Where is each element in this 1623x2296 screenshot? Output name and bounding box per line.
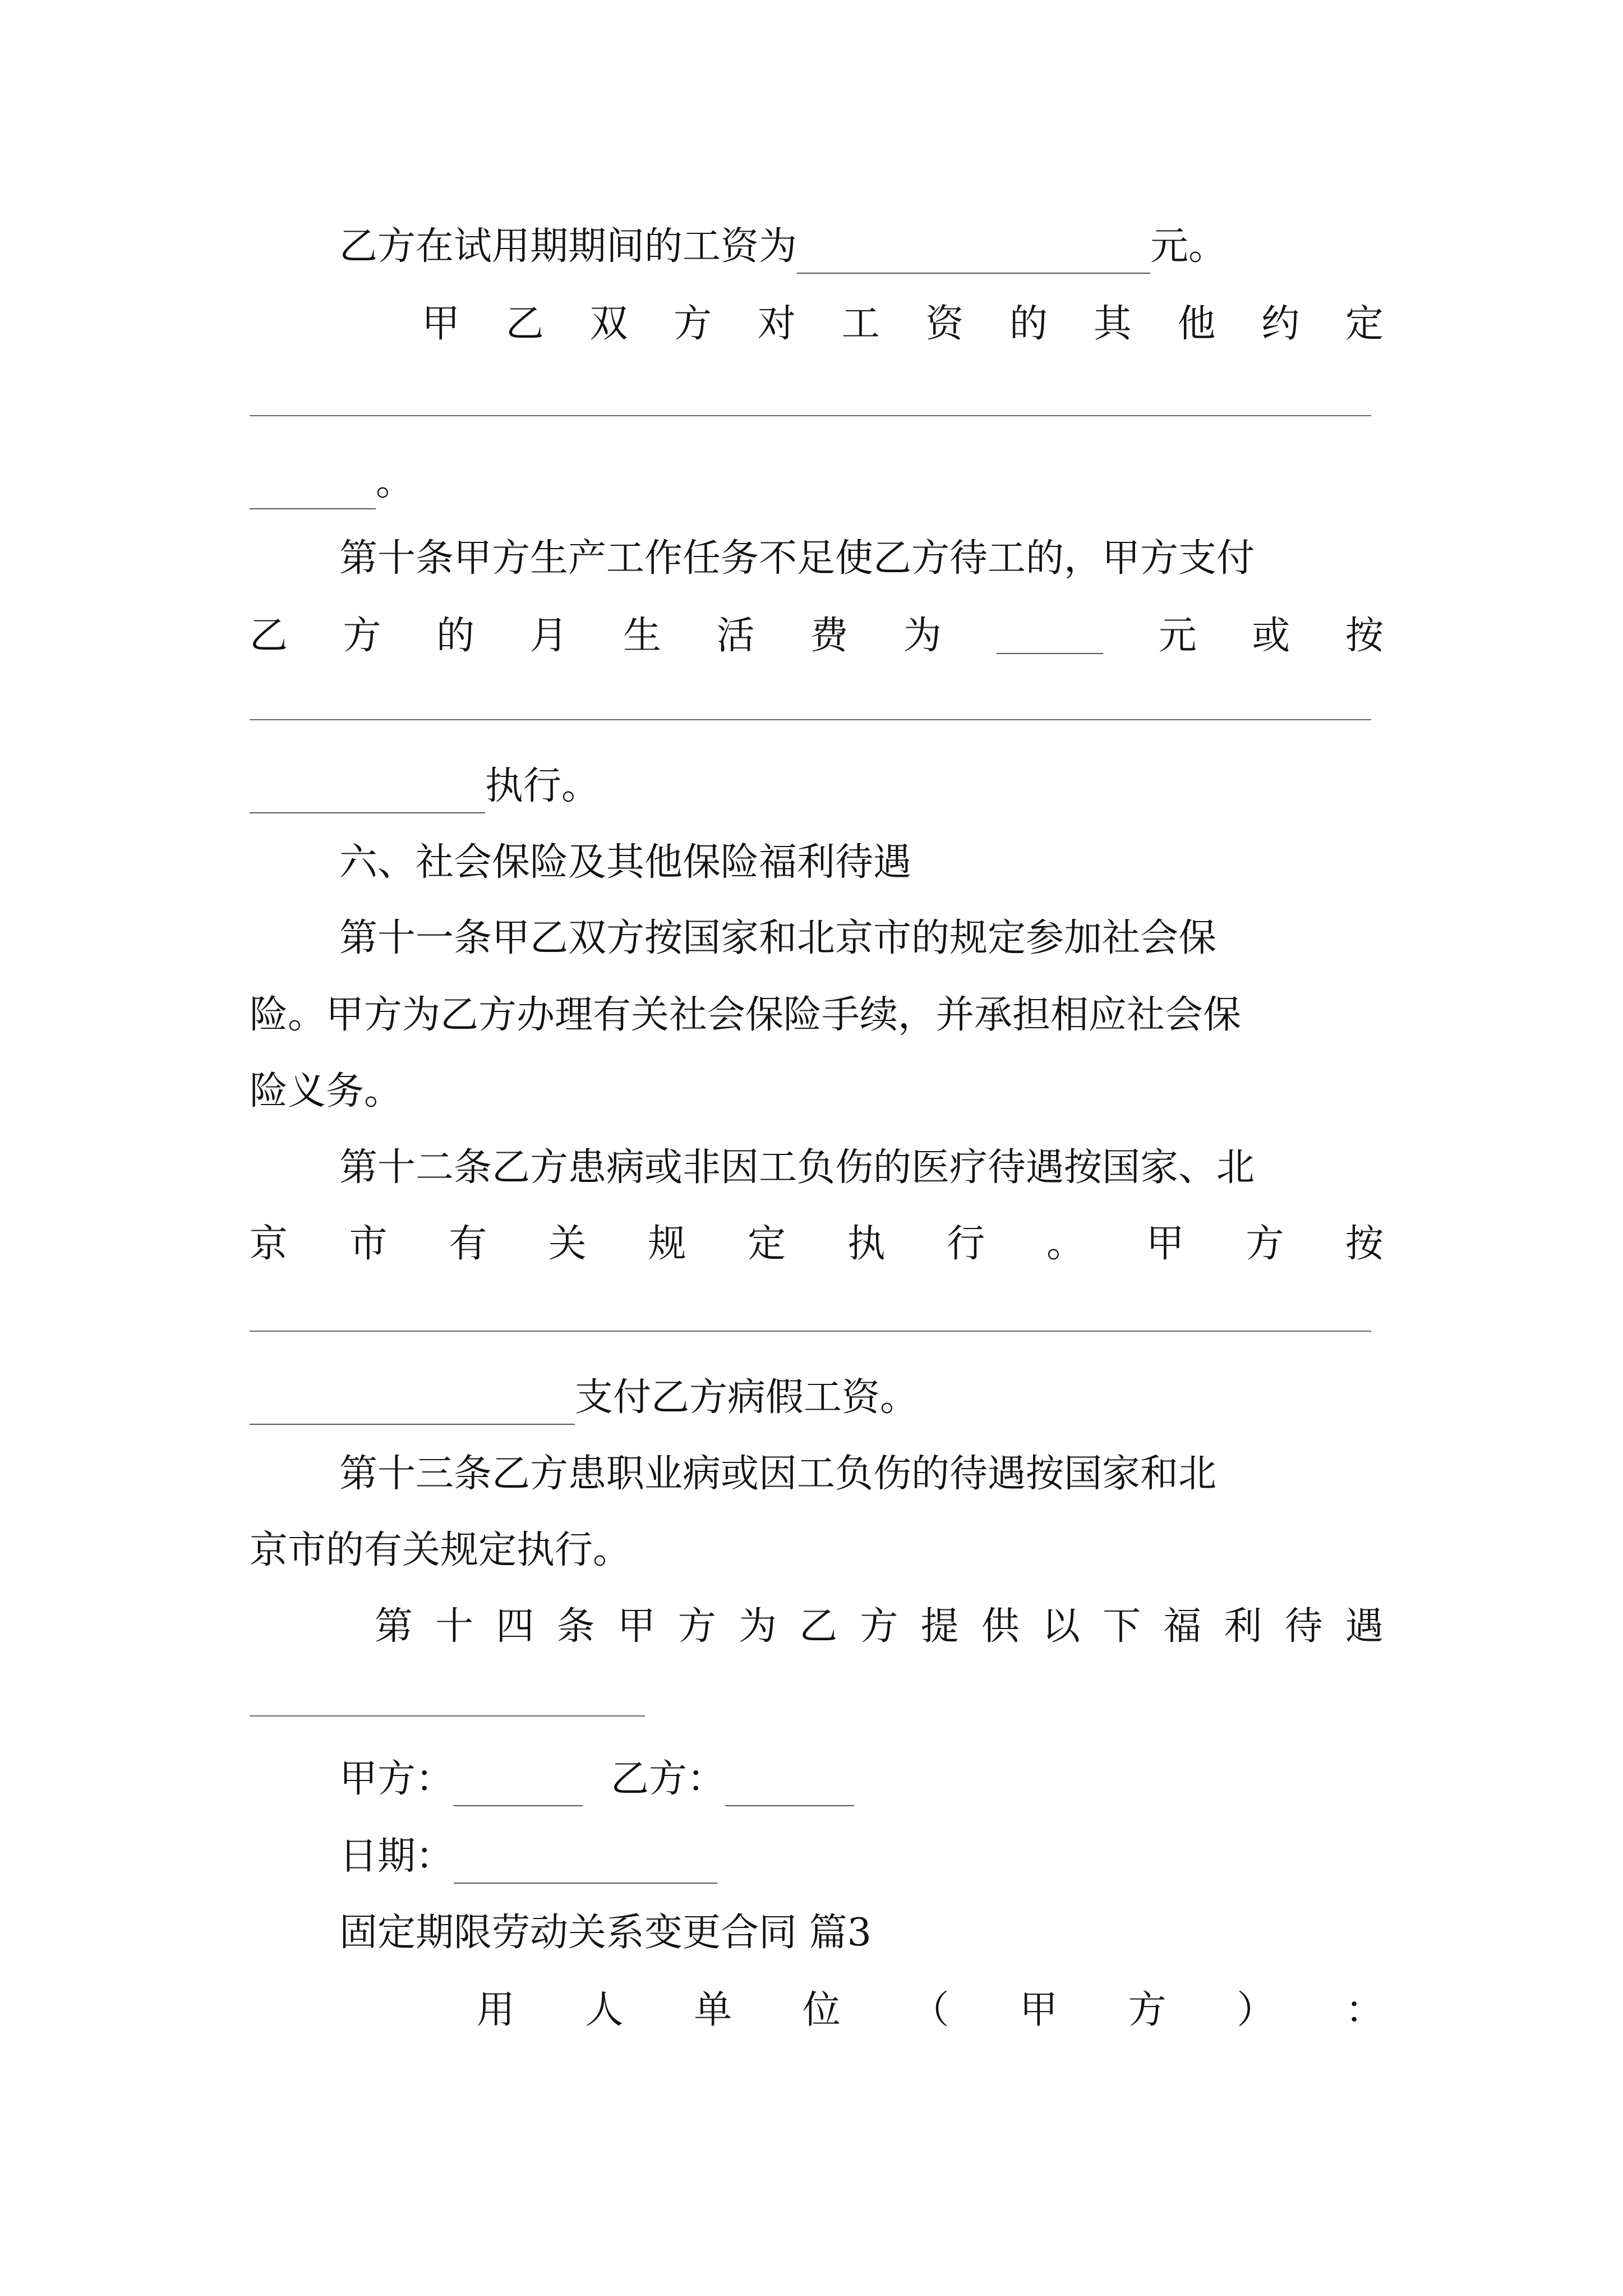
fill-in-rule[interactable] bbox=[250, 1331, 1371, 1332]
fill-in-rule[interactable] bbox=[250, 719, 1371, 720]
char: （ bbox=[911, 1988, 949, 2032]
article-11-line-2: 险。甲方为乙方办理有关社会保险手续，并承担相应社会保 bbox=[250, 993, 1242, 1037]
char: 的 bbox=[436, 614, 475, 658]
char: 单 bbox=[694, 1988, 732, 2032]
salary-blank[interactable] bbox=[797, 229, 1150, 274]
char: 以 bbox=[1041, 1604, 1080, 1649]
char: 甲 bbox=[422, 302, 460, 346]
article-13-line-2: 京市的有关规定执行。 bbox=[250, 1528, 631, 1572]
article-10-line-2 bbox=[250, 609, 1384, 663]
date-label: 日期： bbox=[339, 1834, 454, 1879]
char: 位 bbox=[802, 1988, 841, 2032]
party-b-label: 乙方： bbox=[611, 1757, 726, 1801]
char: 乙 bbox=[505, 302, 544, 346]
article-10-end-line bbox=[250, 760, 600, 813]
section-title: 固定期限劳动关系变更合同 篇3 bbox=[339, 1911, 872, 1955]
char: 对 bbox=[757, 302, 796, 346]
char: 有 bbox=[449, 1222, 487, 1266]
agreement-end-line bbox=[250, 455, 414, 509]
date-line bbox=[339, 1830, 717, 1884]
char: ： bbox=[1345, 1988, 1384, 2032]
execute-text: 执行。 bbox=[485, 764, 600, 808]
char: 方 bbox=[1246, 1222, 1284, 1266]
char: 乙 bbox=[799, 1604, 838, 1649]
char: 甲 bbox=[617, 1604, 656, 1649]
char: 的 bbox=[1009, 302, 1048, 346]
party-b-signature-blank[interactable] bbox=[725, 1761, 854, 1806]
char: 月 bbox=[529, 614, 568, 658]
char: 生 bbox=[623, 614, 662, 658]
char: 他 bbox=[1177, 302, 1216, 346]
char: 方 bbox=[677, 1604, 716, 1649]
char: 下 bbox=[1103, 1604, 1141, 1649]
char: 市 bbox=[349, 1222, 388, 1266]
fill-in-rule[interactable] bbox=[250, 415, 1371, 416]
char: 执 bbox=[847, 1222, 886, 1266]
article-11-line-3: 险义务。 bbox=[250, 1069, 403, 1114]
char: 活 bbox=[716, 614, 755, 658]
article-12-line-2 bbox=[250, 1217, 1384, 1271]
char: 甲 bbox=[1020, 1988, 1058, 2032]
char: 遇 bbox=[1345, 1604, 1384, 1649]
char: 按 bbox=[1345, 614, 1384, 658]
char: 乙 bbox=[250, 614, 288, 658]
article-12-end-line bbox=[250, 1371, 918, 1425]
char: 福 bbox=[1163, 1604, 1202, 1649]
article-10-line-1: 第十条甲方生产工作任务不足使乙方待工的，甲方支付 bbox=[339, 536, 1255, 581]
char: 京 bbox=[250, 1222, 288, 1266]
char: 方 bbox=[674, 302, 712, 346]
char: 行 bbox=[947, 1222, 985, 1266]
sick-pay-text: 支付乙方病假工资。 bbox=[575, 1375, 919, 1420]
other-salary-agreement-line bbox=[422, 297, 1384, 351]
article-13-line-1: 第十三条乙方患职业病或因工负伤的待遇按国家和北 bbox=[339, 1452, 1217, 1496]
char: 人 bbox=[585, 1988, 624, 2032]
char: 条 bbox=[556, 1604, 595, 1649]
living-expense-blank[interactable] bbox=[997, 609, 1103, 654]
char: 工 bbox=[841, 302, 880, 346]
char: 其 bbox=[1093, 302, 1132, 346]
salary-unit-text: 元。 bbox=[1150, 224, 1227, 269]
char: 双 bbox=[589, 302, 628, 346]
sick-pay-blank[interactable] bbox=[250, 1380, 575, 1425]
date-blank[interactable] bbox=[454, 1839, 717, 1884]
char: 约 bbox=[1261, 302, 1300, 346]
char: 用 bbox=[477, 1988, 515, 2032]
char: 待 bbox=[1284, 1604, 1323, 1649]
char: 利 bbox=[1224, 1604, 1262, 1649]
signature-line bbox=[339, 1752, 854, 1806]
char: ） bbox=[1237, 1988, 1275, 2032]
section-6-heading: 六、社会保险及其他保险福利待遇 bbox=[339, 840, 912, 885]
article-11-line-1: 第十一条甲乙双方按国家和北京市的规定参加社会保 bbox=[339, 916, 1217, 960]
welfare-rule[interactable] bbox=[250, 1715, 645, 1717]
char: 提 bbox=[920, 1604, 959, 1649]
char: 第 bbox=[375, 1604, 413, 1649]
char: 关 bbox=[548, 1222, 587, 1266]
char: 十 bbox=[435, 1604, 474, 1649]
execute-blank[interactable] bbox=[250, 769, 485, 813]
char: 费 bbox=[810, 614, 849, 658]
char: 规 bbox=[648, 1222, 686, 1266]
char: 元 bbox=[1158, 614, 1197, 658]
party-a-label: 甲方： bbox=[339, 1757, 454, 1801]
agreement-blank[interactable] bbox=[250, 464, 376, 509]
char: 。 bbox=[1046, 1222, 1085, 1266]
char: 方 bbox=[1128, 1988, 1166, 2032]
char: 为 bbox=[739, 1604, 777, 1649]
party-a-signature-blank[interactable] bbox=[454, 1761, 583, 1806]
article-14-line bbox=[375, 1600, 1384, 1654]
char: 按 bbox=[1345, 1222, 1384, 1266]
char: 甲 bbox=[1146, 1222, 1184, 1266]
char: 为 bbox=[903, 614, 942, 658]
salary-probation-line bbox=[339, 220, 1227, 274]
char: 方 bbox=[860, 1604, 898, 1649]
char: 四 bbox=[496, 1604, 534, 1649]
char: 资 bbox=[925, 302, 964, 346]
char: 定 bbox=[1345, 302, 1384, 346]
char: 或 bbox=[1252, 614, 1290, 658]
char: 供 bbox=[981, 1604, 1020, 1649]
salary-probation-text: 乙方在试用期期间的工资为 bbox=[339, 224, 797, 269]
employer-line bbox=[477, 1984, 1384, 2037]
period-text: 。 bbox=[376, 460, 414, 504]
article-12-line-1: 第十二条乙方患病或非因工负伤的医疗待遇按国家、北 bbox=[339, 1145, 1255, 1190]
char: 定 bbox=[748, 1222, 786, 1266]
char: 方 bbox=[343, 614, 381, 658]
